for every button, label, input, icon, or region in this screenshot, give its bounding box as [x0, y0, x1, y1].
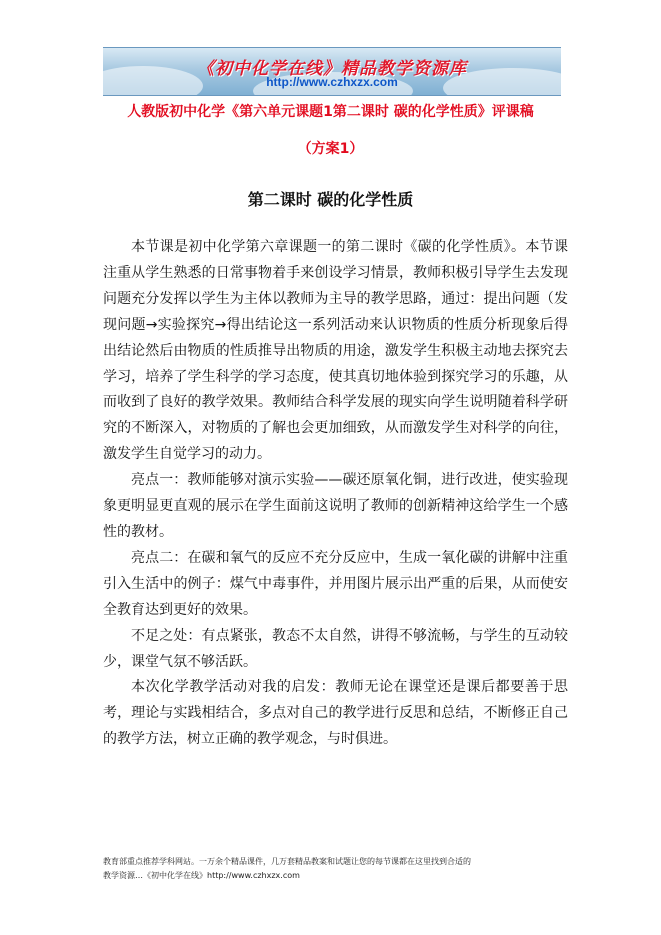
- paragraph-highlight-1: 亮点一：教师能够对演示实验——碳还原氧化铜，进行改进，使实验现象更明显更直观的展示在学生面前这说明了教师的创新精神这给学生一个感性的教材。: [103, 472, 568, 540]
- document-subtitle: （方案1）: [297, 141, 364, 157]
- paragraph-shortcomings: 不足之处：有点紧张，教态不太自然，讲得不够流畅，与学生的互动较少，课堂气氛不够活跃。: [103, 627, 568, 670]
- paragraph-reflection: 本次化学教学活动对我的启发：教师无论在课堂还是课后都要善于思考，理论与实践相结合，多点对自己的教学进行反思和总结，不断修正自己的教学方法，树立正确的教学观念，与时俱进。: [103, 679, 568, 748]
- paragraph-highlight-2: 亮点二：在碳和氧气的反应不充分反应中，生成一氧化碳的讲解中注重引入生活中的例子：煤气中毒事件，并用图片展示出严重的后果，从而使安全教育达到更好的效果。: [103, 549, 568, 618]
- page-footer: [103, 855, 573, 883]
- footer-line-2: 教学资源…《初中化学在线》http://www.czhxzx.com: [103, 871, 300, 880]
- site-banner: [103, 47, 561, 96]
- banner-title: 《初中化学在线》精品教学资源库: [197, 59, 467, 79]
- lesson-heading: 第二课时 碳的化学性质: [247, 190, 414, 209]
- footer-line-1: 教育部重点推荐学科网站。一万余个精品课件，几万套精品教案和试题让您的每节课都在这里找到合适的: [103, 857, 471, 866]
- banner-url[interactable]: http://www.czhxzx.com: [266, 75, 398, 89]
- body-text: [103, 235, 568, 753]
- paragraph-overview: 本节课是初中化学第六章课题一的第二课时《碳的化学性质》。本节课注重从学生熟悉的日常事物着手来创设学习情景，教师积极引导学生去发现问题充分发挥以学生为主体以教师为主导的教学思路，通过：提出问题（发现问题→实验探究→得出结论这一系列活动来认识物质的性质分析现象后得出结论然后由物质的性质推导出物质的用途，激发学生积极主动地去探究去学习，培养了学生科学的学习态度，使其真切地体验到探究学习的乐趣，从而收到了良好的教学效果。教师结合科学发展的现实向学生说明随着科学研究的不断深入，对物质的了解也会更加细致，从而激发学生对科学的向往，激发学生自觉学习的动力。: [103, 239, 568, 463]
- document-title: 人教版初中化学《第六单元课题1第二课时 碳的化学性质》评课稿: [127, 104, 534, 120]
